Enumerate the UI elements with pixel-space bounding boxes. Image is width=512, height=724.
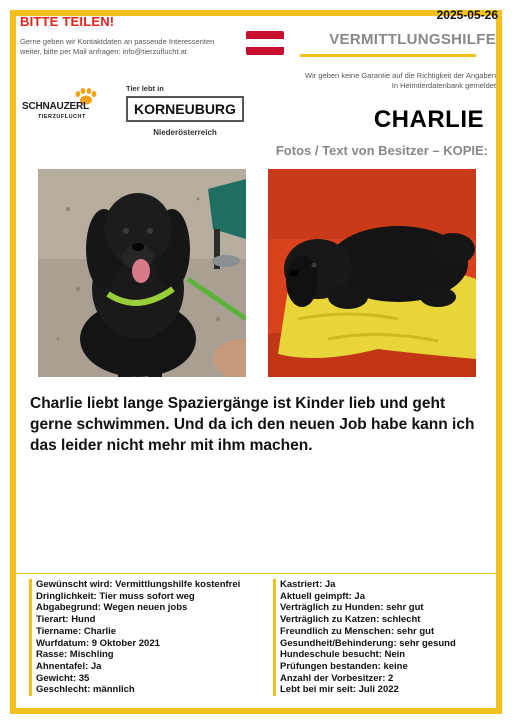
disclaimer-line2: In Heimtierdatenbank gemeldet xyxy=(391,81,496,90)
disclaimer-line1: Wir geben keine Garantie auf die Richtigkeit der Angaben xyxy=(305,71,496,80)
dog-photo-outdoor xyxy=(38,169,246,377)
detail-with-people: Freundlich zu Menschen: sehr gut xyxy=(280,625,435,637)
detail-breed: Rasse: Mischling xyxy=(36,649,114,661)
austria-flag-icon xyxy=(246,31,284,55)
page-title: VERMITTLUNGSHILFE xyxy=(329,31,496,48)
location-town: KORNEUBURG xyxy=(134,101,236,117)
detail-sex: Geschlecht: männlich xyxy=(36,684,135,696)
logo-subtitle: TIERZUFLUCHT xyxy=(38,114,86,120)
detail-request: Gewünscht wird: Vermittlungshilfe kostenfrei xyxy=(36,579,241,590)
share-heading: BITTE TEILEN! xyxy=(20,14,115,29)
title-underline xyxy=(300,54,476,57)
detail-with-dogs: Verträglich zu Hunden: sehr gut xyxy=(280,602,424,614)
detail-exams: Prüfungen bestanden: keine xyxy=(280,660,408,672)
dog-photo-sofa xyxy=(268,169,476,377)
detail-vaccinated: Aktuell geimpft: Ja xyxy=(280,590,365,602)
contact-info xyxy=(20,37,235,57)
detail-living-since: Lebt bei mir seit: Juli 2022 xyxy=(280,684,399,696)
detail-with-cats: Verträglich zu Katzen: schlecht xyxy=(280,614,421,626)
detail-neutered: Kastriert: Ja xyxy=(280,579,336,590)
photos-label: Fotos / Text von Besitzer – KOPIE: xyxy=(275,143,488,158)
location-region: Niederösterreich xyxy=(153,128,217,137)
detail-dog-school: Hundeschule besucht: Nein xyxy=(280,649,406,661)
flag-stripe-middle xyxy=(246,39,284,47)
organization-logo xyxy=(22,88,108,128)
detail-weight: Gewicht: 35 xyxy=(36,672,90,684)
description-text: Charlie liebt lange Spaziergänge ist Kinder lieb und geht gerne schwimmen. Und da ich den neuen Job habe kann ich das leider nicht mehr mit ihm machen. xyxy=(30,395,475,454)
dog-photo-outdoor-image xyxy=(38,169,246,377)
detail-birth-date: Wurfdatum: 9 Oktober 2021 xyxy=(36,637,160,649)
dog-photo-sofa-image xyxy=(268,169,476,377)
contact-info-line1: Gerne geben wir Kontaktdaten an passende Interessenten xyxy=(20,37,215,46)
detail-reason: Abgabegrund: Wegen neuen jobs xyxy=(36,602,188,614)
logo-name: SCHNAUZERL xyxy=(22,101,89,112)
details-divider xyxy=(16,573,496,574)
flag-stripe-bottom xyxy=(246,47,284,55)
detail-previous-owners: Anzahl der Vorbesitzer: 2 xyxy=(280,672,394,684)
animal-name: CHARLIE xyxy=(373,106,484,133)
detail-species: Tierart: Hund xyxy=(36,614,96,626)
details-column-right xyxy=(273,579,495,696)
detail-urgency: Dringlichkeit: Tier muss sofort weg xyxy=(36,590,195,602)
disclaimer xyxy=(276,71,496,91)
location-label: Tier lebt in xyxy=(126,84,164,93)
flag-stripe-top xyxy=(246,31,284,39)
detail-pedigree: Ahnentafel: Ja xyxy=(36,660,102,672)
detail-animal-name: Tiername: Charlie xyxy=(36,625,117,637)
location-town-box xyxy=(126,96,244,122)
detail-health: Gesundheit/Behinderung: sehr gesund xyxy=(280,637,456,649)
details-column-left xyxy=(29,579,266,696)
post-date: 2025-05-26 xyxy=(436,8,498,22)
contact-info-line2: weiter, bitte per Mail anfragen: info@tierzuflucht.at xyxy=(20,47,187,56)
